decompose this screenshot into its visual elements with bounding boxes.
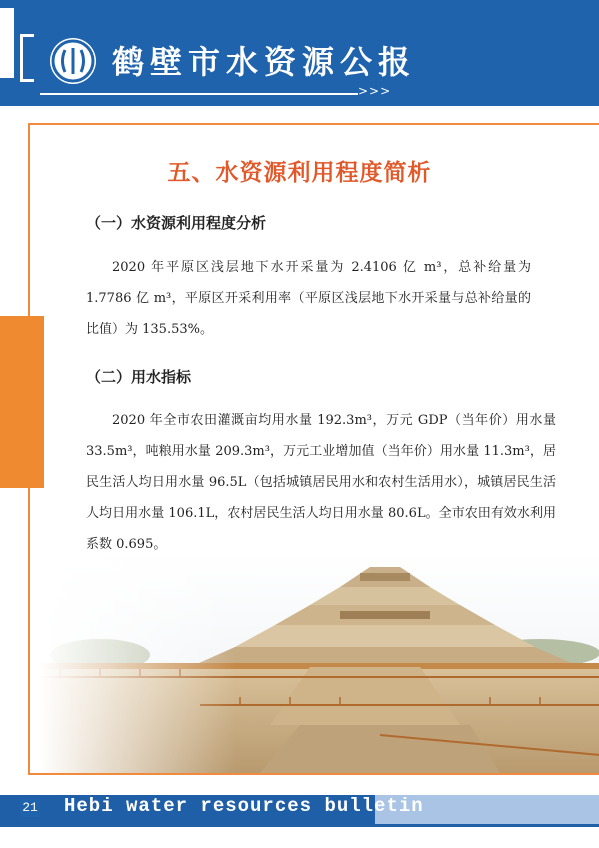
subsection-heading-utilization: （一）水资源利用程度分析 [86,214,267,232]
subsection-heading-water-indicators: （二）用水指标 [86,368,192,386]
page-header [0,0,599,106]
header-divider [40,93,358,95]
footer-title: Hebi water resources bulletin [64,795,424,817]
pyramid-landmark-photo [40,555,599,773]
bulletin-title: 鹤壁市水资源公报 [112,43,417,81]
header-arrows: >>> [358,84,392,98]
page-number: 21 [20,799,40,817]
paragraph-water-indicators: 2020 年全市农田灌溉亩均用水量 192.3m³，万元 GDP（当年价）用水量 33.5m³，吨粮用水量 209.3m³，万元工业增加值（当年价）用水量 11.3m³，居民生活人均日用水量 96.5L（包括城镇居民用水和农村生活用水），城镇居民生活人均日用水量 106.1L，农村居民生活人均日用水量 80.6L。全市农田有效水利用系数 0.695。 [86,413,556,552]
paragraph-utilization: 2020 年平原区浅层地下水开采量为 2.4106 亿 m³，总补给量为 1.7786 亿 m³，平原区开采利用率（平原区浅层地下水开采量与总补给量的比值）为 135.53%。 [86,260,531,337]
header-white-tab [0,8,14,78]
side-accent-bar [0,316,44,488]
header-bracket-ornament [20,34,34,82]
section-title: 五、水资源利用程度简析 [167,160,432,186]
bulletin-logo-icon [50,38,96,84]
footer-bottom-line [0,824,599,827]
